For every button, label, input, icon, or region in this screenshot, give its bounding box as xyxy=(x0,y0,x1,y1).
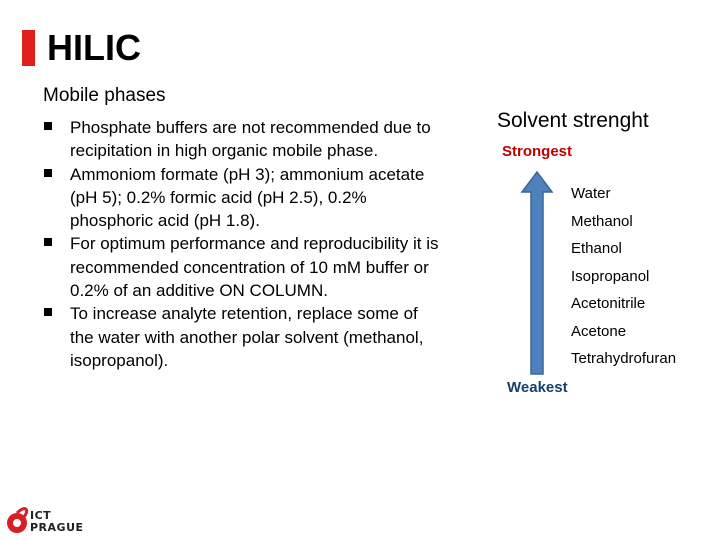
logo-line-1: ICT xyxy=(30,509,52,522)
square-bullet-icon xyxy=(44,122,52,130)
solvent-item: Methanol xyxy=(571,212,633,230)
logo-wordmark xyxy=(30,510,84,534)
square-bullet-icon xyxy=(44,169,52,177)
square-bullet-icon xyxy=(44,238,52,246)
solvent-list xyxy=(571,180,676,373)
bullet-text: Ammoniom formate (pH 3); ammonium acetate (pH 5); 0.2% formic acid (pH 2.5), 0.2% phosphoric acid (pH 1.8). xyxy=(70,164,425,231)
logo-line-2: PRAGUE xyxy=(30,521,84,534)
square-bullet-icon xyxy=(44,308,52,316)
bullet-text: Phosphate buffers are not recommended due to recipitation in high organic mobile phase. xyxy=(70,118,431,161)
section-subheading: Mobile phases xyxy=(43,85,166,106)
solvent-item: Ethanol xyxy=(571,240,622,257)
title-accent-bar xyxy=(22,30,35,66)
solvent-item: Water xyxy=(571,185,611,202)
solvent-item: Acetone xyxy=(571,322,627,340)
list-item xyxy=(44,302,444,372)
list-item xyxy=(44,163,444,233)
strongest-label: Strongest xyxy=(502,143,573,160)
weakest-label: Weakest xyxy=(507,379,568,396)
solvent-strength-heading: Solvent strenght xyxy=(497,109,649,132)
solvent-item: Tetrahydrofuran xyxy=(571,350,677,367)
list-item xyxy=(44,116,444,163)
bullet-text: To increase analyte retention, replace some of the water with another polar solvent (methanol, isopropanol). xyxy=(70,304,424,370)
bullet-text: For optimum performance and reproducibility it is recommended concentration of 10 mM buffer or 0.2% of an additive ON COLUMN. xyxy=(70,234,439,301)
solvent-item: Acetonitrile xyxy=(571,295,646,312)
list-item xyxy=(44,232,444,302)
up-arrow-icon xyxy=(519,170,555,376)
bullet-list xyxy=(44,116,444,372)
page-title: HILIC xyxy=(47,27,141,68)
solvent-item: Isopropanol xyxy=(571,267,650,285)
